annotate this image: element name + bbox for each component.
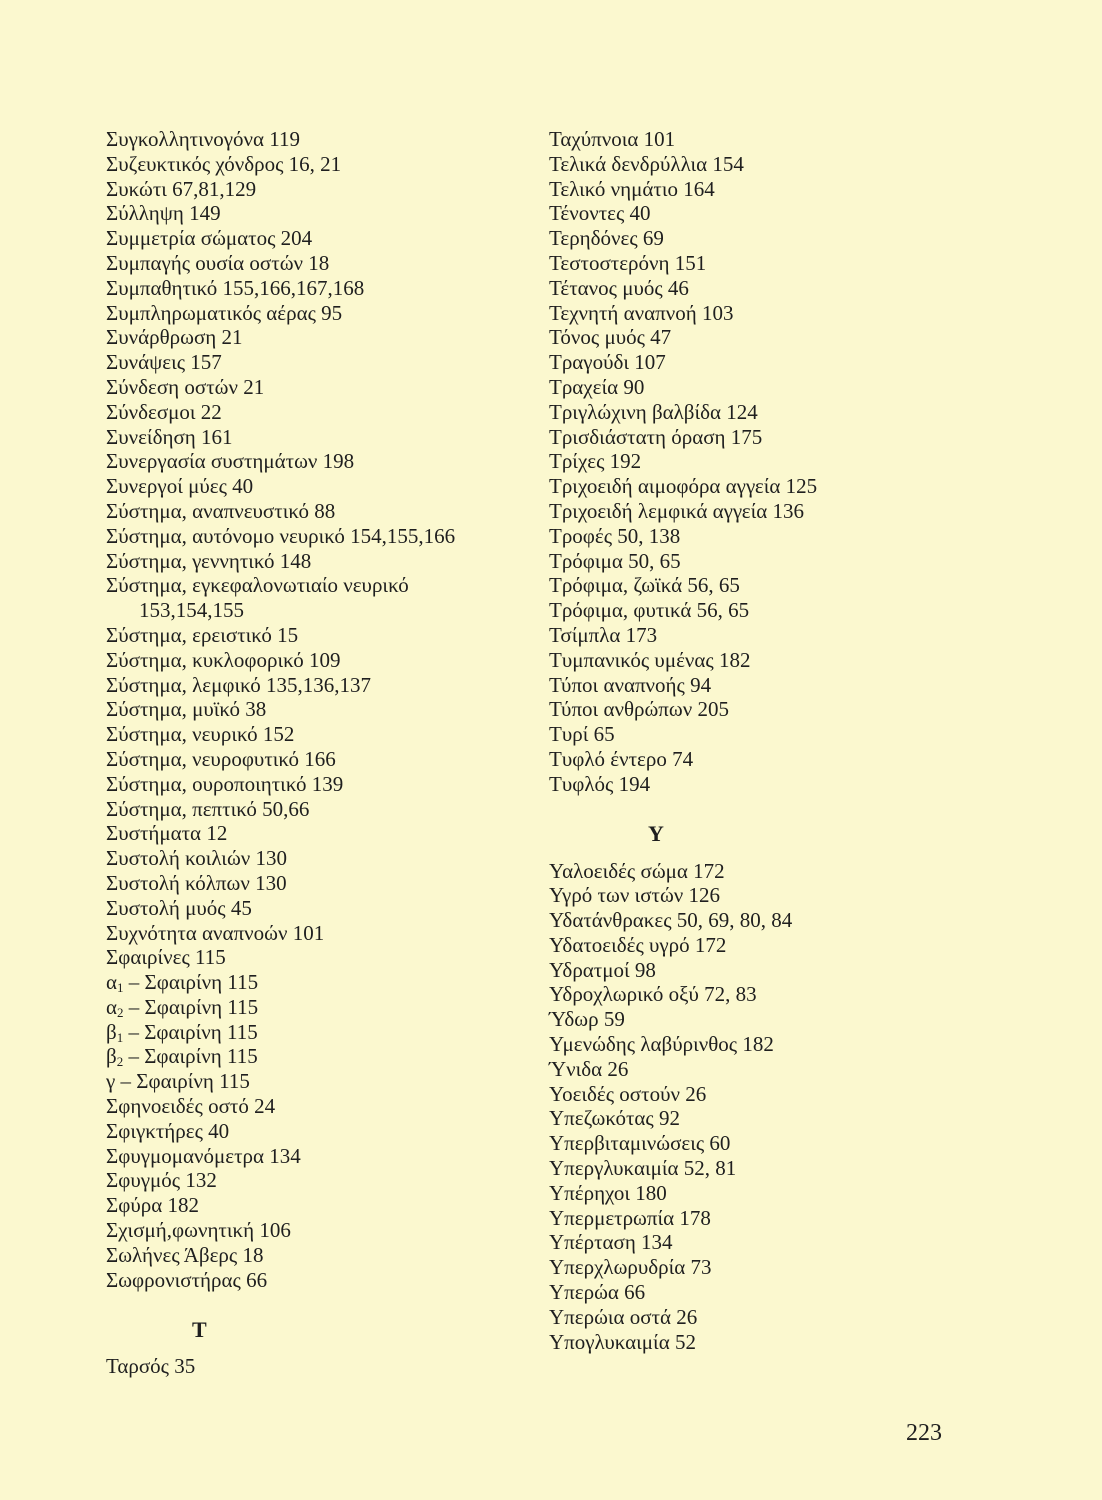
- index-entry: [549, 177, 969, 202]
- index-entry: [106, 1020, 536, 1045]
- index-entry: [106, 1144, 536, 1169]
- entry-text: Σύστημα, ουροποιητικό 139: [106, 771, 344, 796]
- index-entry: [549, 251, 969, 276]
- entry-text: Υδροχλωρικό οξύ 72, 83: [549, 982, 757, 1007]
- index-entry: [106, 797, 536, 822]
- index-entry: [549, 1280, 969, 1305]
- index-entry: [106, 896, 536, 921]
- index-entry: [549, 598, 969, 623]
- entry-prefix: β: [106, 1019, 117, 1044]
- entry-text: Υδατοειδές υγρό 172: [549, 932, 727, 957]
- entry-text: Συμπαγής ουσία οστών 18: [106, 250, 330, 275]
- entry-text: Τελικό νημάτιο 164: [549, 176, 715, 201]
- index-entry: [549, 933, 969, 958]
- section-heading: Υ: [648, 820, 664, 846]
- index-entry: [549, 474, 969, 499]
- entry-text: Τριγλώχινη βαλβίδα 124: [549, 399, 758, 424]
- index-entry: [549, 524, 969, 549]
- entry-text: Υπέρταση 134: [549, 1230, 673, 1255]
- entry-text: Υπέρηχοι 180: [549, 1180, 667, 1205]
- index-entry: [106, 1243, 536, 1268]
- index-entry: [549, 1057, 969, 1082]
- entry-text: Υδατάνθρακες 50, 69, 80, 84: [549, 908, 793, 933]
- entry-text: Τριχοειδή λεμφικά αγγεία 136: [549, 498, 805, 523]
- entry-text: Τυμπανικός υμένας 182: [549, 647, 751, 672]
- index-entry: [106, 921, 536, 946]
- entry-text: Υγρό των ιστών 126: [549, 883, 721, 908]
- page-number: 223: [906, 1420, 942, 1446]
- index-entry: [549, 152, 969, 177]
- index-entry: [106, 1069, 536, 1094]
- index-entry: [106, 1094, 536, 1119]
- entry-text: Υαλοειδές σώμα 172: [549, 858, 725, 883]
- entry-text: Σφύρα 182: [106, 1193, 199, 1218]
- entry-text: Υπερμετρωπία 178: [549, 1205, 711, 1230]
- entry-text: Τερηδόνες 69: [549, 226, 664, 251]
- index-entry: [106, 1119, 536, 1144]
- entry-prefix: α: [106, 994, 118, 1019]
- entry-text: Συστολή μυός 45: [106, 895, 252, 920]
- index-entry: [106, 499, 536, 524]
- entry-text: Τρίχες 192: [549, 449, 642, 474]
- entry-text: Υπερβιταμινώσεις 60: [549, 1131, 731, 1156]
- index-entry: [549, 400, 969, 425]
- entry-text: Τυρί 65: [549, 722, 615, 747]
- entry-text: Σύστημα, νευρικό 152: [106, 722, 295, 747]
- index-entry: [106, 1268, 536, 1293]
- entry-subscript: 1: [117, 980, 124, 996]
- entry-text: Σύστημα, κυκλοφορικό 109: [106, 647, 341, 672]
- index-column-right: [549, 127, 969, 1354]
- index-entry: [106, 474, 536, 499]
- index-entry: [106, 846, 536, 871]
- index-entry: [549, 1156, 969, 1181]
- entry-text: Συμμετρία σώματος 204: [106, 226, 313, 251]
- index-entry: [106, 970, 536, 995]
- entry-text: Τροφές 50, 138: [549, 523, 681, 548]
- entry-text: Σύνδεση οστών 21: [106, 374, 265, 399]
- entry-text: Τέτανος μυός 46: [549, 275, 689, 300]
- index-entry: [549, 375, 969, 400]
- index-entry: [106, 1354, 536, 1379]
- index-entry: [549, 1330, 969, 1355]
- index-entry: [549, 722, 969, 747]
- index-entry: [106, 1193, 536, 1218]
- entry-text: Σύστημα, νευροφυτικό 166: [106, 746, 336, 771]
- entry-text: Σύνδεσμοι 22: [106, 399, 222, 424]
- index-entry: [106, 697, 536, 722]
- entry-text: Υμενώδης λαβύρινθος 182: [549, 1032, 774, 1057]
- entry-text: Ύνιδα 26: [549, 1056, 629, 1081]
- entry-text: – Σφαιρίνη 115: [123, 970, 259, 995]
- index-entry: [106, 821, 536, 846]
- index-entry: [549, 1106, 969, 1131]
- entry-text: Συστήματα 12: [106, 821, 228, 846]
- index-entry: [549, 1082, 969, 1107]
- index-entry: [549, 908, 969, 933]
- entry-text: Σφηνοειδές οστό 24: [106, 1094, 276, 1119]
- index-entry: [549, 1007, 969, 1032]
- index-entry: [106, 871, 536, 896]
- entry-text: Τύποι ανθρώπων 205: [549, 697, 729, 722]
- entry-text: Τυφλό έντερο 74: [549, 746, 694, 771]
- index-column-left: [106, 127, 536, 1379]
- index-entry: [106, 400, 536, 425]
- entry-text: Συνεργοί μύες 40: [106, 474, 254, 499]
- entry-text: Συνείδηση 161: [106, 424, 233, 449]
- index-entry: [549, 747, 969, 772]
- index-entry: [106, 1218, 536, 1243]
- entry-text: Συνάρθρωση 21: [106, 325, 243, 350]
- entry-text: Συμπληρωματικός αέρας 95: [106, 300, 343, 325]
- entry-text: Σύστημα, γεννητικό 148: [106, 548, 312, 573]
- index-entry: [549, 1032, 969, 1057]
- index-entry: [106, 1044, 536, 1069]
- entry-text: Τρόφιμα, ζωϊκά 56, 65: [549, 573, 740, 598]
- index-entry: [549, 1230, 969, 1255]
- index-entry: [106, 226, 536, 251]
- entry-text: Συχνότητα αναπνοών 101: [106, 920, 325, 945]
- entry-text: Σφαιρίνες 115: [106, 945, 226, 970]
- index-entry: [549, 1206, 969, 1231]
- entry-text: – Σφαιρίνη 115: [123, 994, 259, 1019]
- index-entry: [549, 301, 969, 326]
- entry-text: Σύστημα, εγκεφαλονωτιαίο νευρικό: [106, 573, 409, 598]
- index-entry: [106, 648, 536, 673]
- index-entry: [549, 549, 969, 574]
- index-entry: [106, 1168, 536, 1193]
- entry-text: Υδρατμοί 98: [549, 957, 656, 982]
- entry-text: Σύστημα, ερειστικό 15: [106, 622, 299, 647]
- index-entry: [549, 883, 969, 908]
- entry-text: Υπεζωκότας 92: [549, 1106, 680, 1131]
- index-entry: [549, 573, 969, 598]
- index-entry: [549, 958, 969, 983]
- entry-text: Τόνος μυός 47: [549, 325, 672, 350]
- entry-text: Τένοντες 40: [549, 201, 651, 226]
- index-entry: [549, 859, 969, 884]
- entry-subscript: 2: [116, 1054, 124, 1070]
- entry-text: Σφιγκτήρες 40: [106, 1118, 230, 1143]
- index-entry: [106, 152, 536, 177]
- entry-text: Σύστημα, λεμφικό 135,136,137: [106, 672, 372, 697]
- index-entry: [106, 747, 536, 772]
- index-entry: [106, 177, 536, 202]
- entry-text: Σωφρονιστήρας 66: [106, 1267, 268, 1292]
- entry-text: Συνάψεις 157: [106, 350, 222, 375]
- entry-text: Υοειδές οστούν 26: [549, 1081, 707, 1106]
- entry-text: Σχισμή,φωνητική 106: [106, 1218, 291, 1243]
- entry-text: Συκώτι 67,81,129: [106, 176, 257, 201]
- index-entry: [106, 573, 536, 623]
- entry-text: Σύστημα, αναπνευστικό 88: [106, 498, 336, 523]
- index-entry: [549, 127, 969, 152]
- index-entry: [106, 673, 536, 698]
- entry-text: Συστολή κοιλιών 130: [106, 846, 288, 871]
- entry-subscript: 2: [117, 1004, 124, 1020]
- entry-text: Υπερώια οστά 26: [549, 1304, 698, 1329]
- entry-text: Συγκολλητινογόνα 119: [106, 127, 301, 151]
- index-entry: [549, 449, 969, 474]
- entry-prefix: β: [106, 1044, 117, 1069]
- section-heading: Τ: [192, 1316, 207, 1342]
- index-entry: [106, 201, 536, 226]
- entry-text: Σύστημα, αυτόνομο νευρικό 154,155,166: [106, 523, 456, 548]
- index-entry: [106, 276, 536, 301]
- index-entry: [106, 127, 536, 152]
- entry-text: Τεστοστερόνη 151: [549, 250, 707, 275]
- index-entry: [549, 226, 969, 251]
- index-entry: [106, 722, 536, 747]
- entry-text: Ταρσός 35: [106, 1354, 196, 1379]
- entry-text: Συνεργασία συστημάτων 198: [106, 449, 355, 474]
- index-entry: [549, 1181, 969, 1206]
- index-entry: [549, 350, 969, 375]
- index-entry: [549, 1255, 969, 1280]
- index-entry: [549, 697, 969, 722]
- entry-text: Συμπαθητικό 155,166,167,168: [106, 275, 365, 300]
- index-entry: [549, 982, 969, 1007]
- index-entry: [106, 549, 536, 574]
- entry-text: Τρόφιμα 50, 65: [549, 548, 681, 573]
- entry-text: Σύλληψη 149: [106, 201, 221, 226]
- entry-text: Τραγούδι 107: [549, 350, 666, 375]
- index-entry: [549, 648, 969, 673]
- entry-text: Τσίμπλα 173: [549, 622, 658, 647]
- index-entry: [549, 623, 969, 648]
- index-entry: [106, 350, 536, 375]
- entry-text: Τραχεία 90: [549, 374, 645, 399]
- entry-text: Υπεργλυκαιμία 52, 81: [549, 1156, 737, 1181]
- index-entry: [106, 325, 536, 350]
- index-entry: [549, 772, 969, 797]
- entry-text: Συζευκτικός χόνδρος 16, 21: [106, 151, 342, 176]
- entry-text: – Σφαιρίνη 115: [123, 1044, 258, 1069]
- entry-text: Τεχνητή αναπνοή 103: [549, 300, 734, 325]
- index-entry: [549, 1131, 969, 1156]
- entry-prefix: α: [106, 970, 118, 995]
- entry-text: Σωλήνες Άβερς 18: [106, 1242, 264, 1267]
- entry-text: Τυφλός 194: [549, 771, 651, 796]
- entry-text: γ – Σφαιρίνη 115: [106, 1069, 250, 1094]
- index-entry: [106, 772, 536, 797]
- entry-text: Σφυγμομανόμετρα 134: [106, 1143, 301, 1168]
- index-entry: [549, 276, 969, 301]
- entry-subscript: 1: [116, 1029, 124, 1045]
- entry-text: Τρόφιμα, φυτικά 56, 65: [549, 598, 750, 623]
- entry-text: Τρισδιάστατη όραση 175: [549, 424, 763, 449]
- entry-text: Σύστημα, μυϊκό 38: [106, 697, 267, 722]
- entry-continuation: 153,154,155: [139, 598, 244, 623]
- index-entry: [549, 1305, 969, 1330]
- entry-text: Υπογλυκαιμία 52: [549, 1329, 696, 1354]
- entry-text: Τελικά δενδρύλλια 154: [549, 151, 744, 176]
- index-entry: [549, 201, 969, 226]
- index-entry: [106, 375, 536, 400]
- entry-text: Συστολή κόλπων 130: [106, 870, 287, 895]
- entry-text: Ταχύπνοια 101: [549, 127, 676, 151]
- entry-text: Τύποι αναπνοής 94: [549, 672, 712, 697]
- entry-text: Σύστημα, πεπτικό 50,66: [106, 796, 310, 821]
- index-entry: [106, 449, 536, 474]
- index-entry: [106, 301, 536, 326]
- index-entry: [106, 945, 536, 970]
- index-entry: [549, 325, 969, 350]
- entry-text: Τριχοειδή αιμοφόρα αγγεία 125: [549, 474, 818, 499]
- index-entry: [549, 673, 969, 698]
- entry-text: Υπερχλωρυδρία 73: [549, 1255, 712, 1280]
- entry-text: – Σφαιρίνη 115: [123, 1019, 258, 1044]
- index-entry: [106, 623, 536, 648]
- index-entry: [106, 251, 536, 276]
- index-entry: [106, 524, 536, 549]
- index-entry: [549, 425, 969, 450]
- entry-text: Σφυγμός 132: [106, 1168, 217, 1193]
- index-entry: [106, 425, 536, 450]
- index-entry: [106, 995, 536, 1020]
- entry-text: Υπερώα 66: [549, 1280, 646, 1305]
- entry-text: Ύδωρ 59: [549, 1007, 625, 1032]
- index-entry: [549, 499, 969, 524]
